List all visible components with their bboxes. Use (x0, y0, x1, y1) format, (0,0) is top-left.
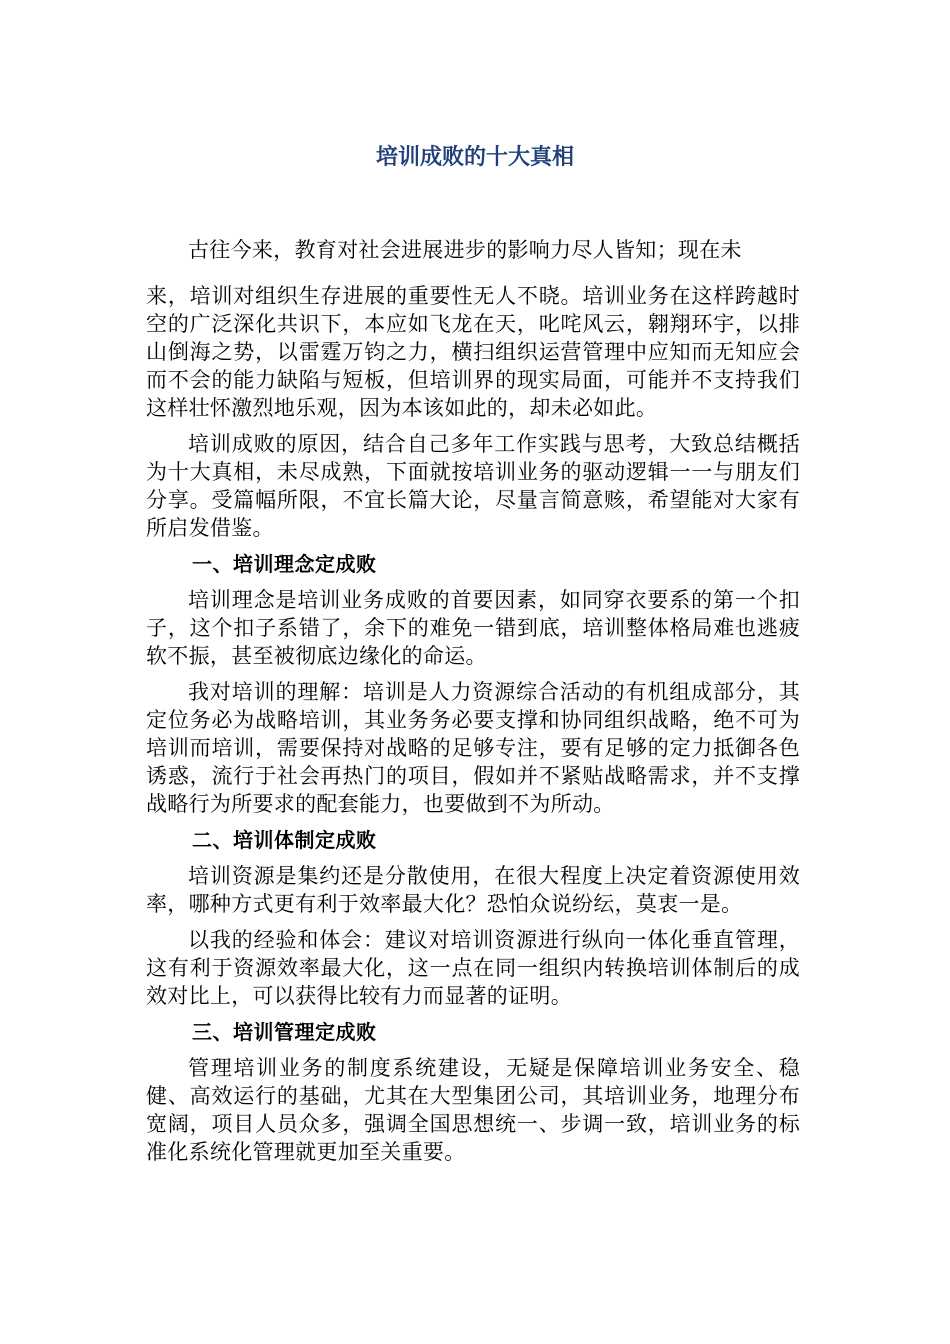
section-3-paragraph-1: 管理培训业务的制度系统建设，无疑是保障培训业务安全、稳健、高效运行的基础，尤其在大型集团公司，其培训业务，地理分布宽阔，项目人员众多，强调全国思想统一、步调一致，培训业务的标准化系统化管理就更加至关重要。 (146, 1056, 800, 1164)
section-2-heading: 二、培训体制定成败 (192, 828, 377, 852)
overview-paragraph: 培训成败的原因，结合自己多年工作实践与思考，大致总结概括为十大真相，未尽成熟，下面就按培训业务的驱动逻辑一一与朋友们分享。受篇幅所限，不宜长篇大论，尽量言简意赅，希望能对大家有所启发借鉴。 (146, 432, 800, 540)
section-1-paragraph-2: 我对培训的理解：培训是人力资源综合活动的有机组成部分，其定位务必为战略培训，其业务务必要支撑和协同组织战略，绝不可为培训而培训，需要保持对战略的足够专注，要有足够的定力抵御各色诱惑，流行于社会再热门的项目，假如并不紧贴战略需求，并不支撑战略行为所要求的配套能力，也要做到不为所动。 (146, 680, 800, 816)
intro-paragraph (146, 236, 800, 422)
section-1-paragraph-1: 培训理念是培训业务成败的首要因素，如同穿衣要系的第一个扣子，这个扣子系错了，余下的难免一错到底，培训整体格局难也逃疲软不振，甚至被彻底边缘化的命运。 (146, 588, 800, 668)
section-2-paragraph-1: 培训资源是集约还是分散使用，在很大程度上决定着资源使用效率，哪种方式更有利于效率最大化？恐怕众说纷纭，莫衷一是。 (146, 864, 800, 916)
section-1-heading: 一、培训理念定成败 (192, 552, 377, 576)
document-title: 培训成败的十大真相 (375, 145, 574, 170)
section-3-heading: 三、培训管理定成败 (192, 1020, 377, 1044)
intro-first-line: 古往今来，教育对社会进展进步的影响力尽人皆知；现在未 (188, 238, 742, 262)
intro-continuation: 来，培训对组织生存进展的重要性无人不晓。培训业务在这样跨越时空的广泛深化共识下，本应如飞龙在天，叱咤风云，翱翔环宇，以排山倒海之势，以雷霆万钧之力，横扫组织运营管理中应知而无知应会而不会的能力缺陷与短板，但培训界的现实局面，可能并不支持我们这样壮怀激烈地乐观，因为本该如此的，却未必如此。 (146, 284, 800, 420)
document-body (146, 236, 800, 1174)
section-2-paragraph-2: 以我的经验和体会：建议对培训资源进行纵向一体化垂直管理，这有利于资源效率最大化，这一点在同一组织内转换培训体制后的成效对比上，可以获得比较有力而显著的证明。 (146, 928, 800, 1008)
